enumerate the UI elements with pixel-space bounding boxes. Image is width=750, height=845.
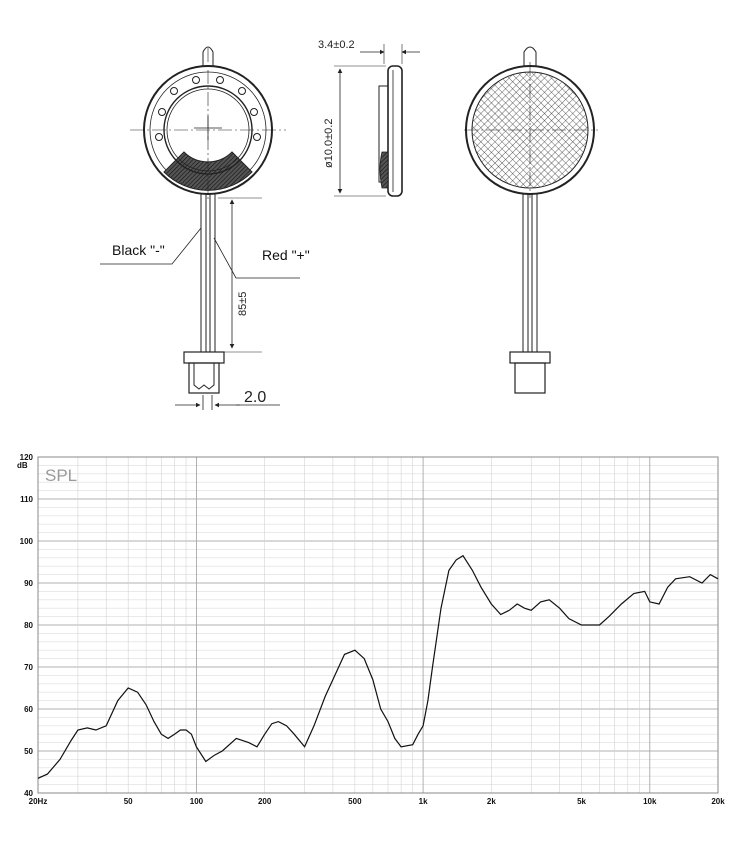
y-tick-label: 50 <box>24 747 33 756</box>
y-tick-label: 40 <box>24 789 33 798</box>
x-tick-label: 10k <box>643 797 657 806</box>
x-tick-label: 20Hz <box>28 797 48 806</box>
red-wire-label: Red "+" <box>262 247 310 263</box>
back-view <box>464 47 598 393</box>
black-wire-label: Black "-" <box>112 242 165 258</box>
y-tick-labels <box>20 453 34 798</box>
chart-title: SPL <box>45 466 78 485</box>
connector-pitch-dimension: 2.0 <box>244 389 267 406</box>
y-tick-label: 70 <box>24 663 33 672</box>
x-tick-label: 20k <box>711 797 725 806</box>
chart-grid <box>38 457 718 793</box>
x-tick-label: 500 <box>348 797 362 806</box>
y-tick-label: 100 <box>19 537 33 546</box>
x-tick-label: 1k <box>418 797 428 806</box>
spl-chart <box>0 440 750 845</box>
y-tick-label: 60 <box>24 705 33 714</box>
y-tick-label: 120 <box>19 453 33 462</box>
x-tick-label: 2k <box>486 797 496 806</box>
front-view <box>100 47 300 410</box>
thickness-dimension: 3.4±0.2 <box>318 39 355 51</box>
side-view <box>334 44 420 196</box>
y-tick-label: 90 <box>24 579 33 588</box>
wire-length-dimension: 85±5 <box>237 291 249 316</box>
x-tick-labels <box>29 797 726 806</box>
x-tick-label: 100 <box>189 797 204 806</box>
y-axis-label: dB <box>17 461 28 470</box>
x-tick-label: 50 <box>123 797 133 806</box>
x-tick-label: 5k <box>577 797 586 806</box>
y-tick-label: 110 <box>20 495 33 504</box>
diameter-dimension: ø10.0±0.2 <box>323 118 335 168</box>
y-tick-label: 80 <box>24 621 33 630</box>
x-tick-label: 200 <box>257 797 272 806</box>
